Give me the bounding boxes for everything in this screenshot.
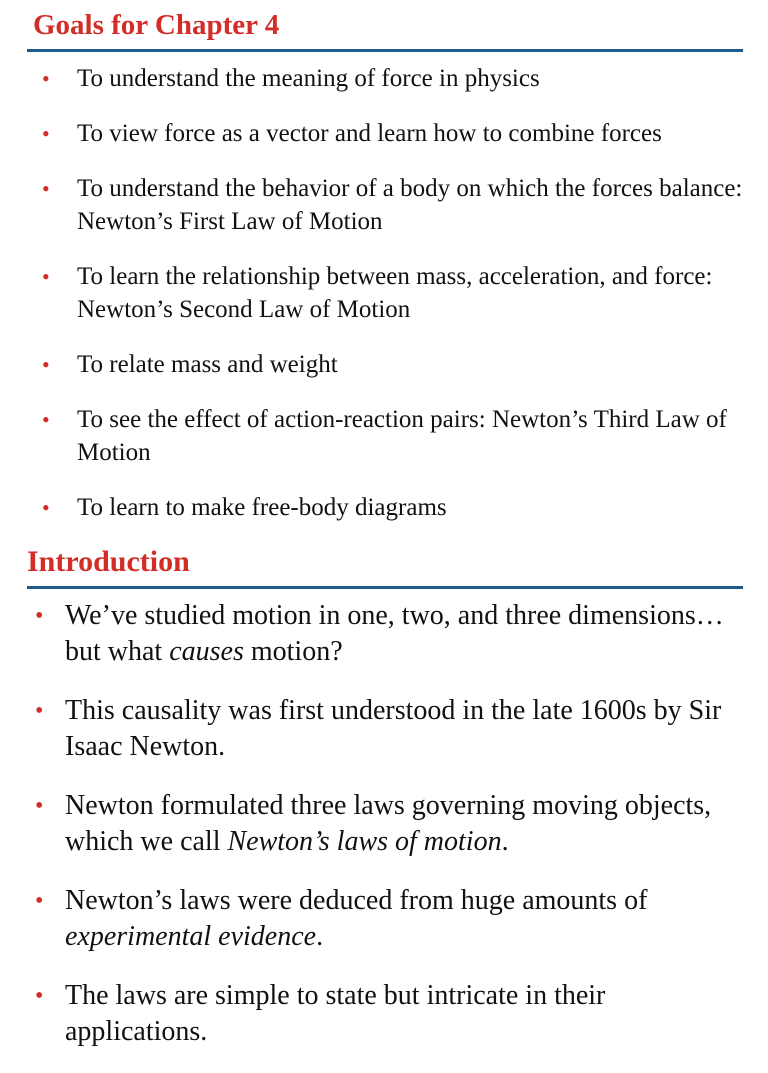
goals-divider — [27, 49, 743, 52]
bullet-icon: • — [42, 352, 50, 377]
goal-item — [0, 348, 768, 381]
intro-text: We’ve studied motion in one, two, and three dimensions… but what — [65, 600, 724, 667]
intro-text: This causality was first understood in the late 1600s by Sir Isaac Newton. — [65, 695, 722, 762]
bullet-icon: • — [42, 121, 50, 146]
goal-text: To understand the meaning of force in physics — [77, 65, 540, 92]
intro-item — [0, 788, 768, 860]
intro-item — [0, 693, 768, 765]
goal-text: To view force as a vector and learn how to combine forces — [77, 120, 662, 147]
emphasis-text: Newton’s laws of motion — [227, 826, 502, 857]
intro-list — [0, 598, 768, 1073]
goal-item — [0, 491, 768, 524]
bullet-icon: • — [42, 495, 50, 520]
bullet-icon: • — [42, 176, 50, 201]
intro-heading: Introduction — [27, 545, 190, 578]
emphasis-text: experimental evidence — [65, 921, 317, 952]
goal-item — [0, 403, 768, 469]
intro-divider — [27, 586, 743, 589]
intro-item — [0, 598, 768, 670]
emphasis-text: causes — [169, 636, 244, 667]
goal-item — [0, 117, 768, 150]
goals-list — [0, 62, 768, 546]
bullet-icon: • — [35, 793, 44, 819]
goal-text: To understand the behavior of a body on which the forces balance: Newton’s First Law of Motion — [77, 175, 743, 235]
intro-item — [0, 883, 768, 955]
goal-text: To learn to make free-body diagrams — [77, 494, 447, 521]
goal-item — [0, 172, 768, 238]
goals-heading: Goals for Chapter 4 — [33, 9, 280, 41]
intro-text: The laws are simple to state but intricate in their applications. — [65, 980, 606, 1047]
intro-text: . — [501, 826, 509, 857]
bullet-icon: • — [42, 264, 50, 289]
goal-item — [0, 62, 768, 95]
bullet-icon: • — [35, 888, 44, 914]
intro-text: motion? — [243, 636, 343, 667]
intro-item — [0, 978, 768, 1050]
intro-text: . — [316, 921, 324, 952]
bullet-icon: • — [42, 66, 50, 91]
bullet-icon: • — [35, 603, 44, 629]
goal-item — [0, 260, 768, 326]
goal-text: To relate mass and weight — [77, 351, 338, 378]
goal-text: To see the effect of action-reaction pairs: Newton’s Third Law of Motion — [77, 406, 727, 466]
intro-text: Newton formulated three laws governing moving objects, which we call — [65, 790, 712, 857]
bullet-icon: • — [35, 983, 44, 1009]
intro-text: Newton’s laws were deduced from huge amounts of — [65, 885, 648, 916]
goal-text: To learn the relationship between mass, acceleration, and force: Newton’s Second Law of Motion — [77, 263, 713, 323]
bullet-icon: • — [42, 407, 50, 432]
bullet-icon: • — [35, 698, 44, 724]
